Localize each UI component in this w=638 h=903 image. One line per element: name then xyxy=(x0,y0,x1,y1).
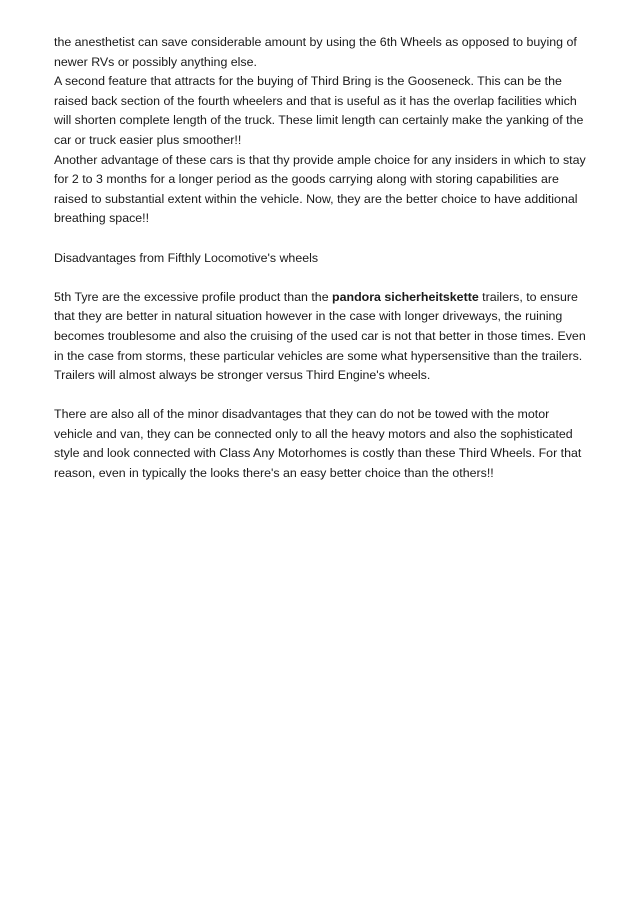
document-page xyxy=(54,33,587,484)
paragraph-spacer xyxy=(54,386,587,406)
paragraph-text: 5th Tyre are the excessive profile product than the xyxy=(54,289,333,304)
paragraph-advantage-space: Another advantage of these cars is that thy provide ample choice for any insiders in which to stay for 2 to 3 months for a longer period as the goods carrying along with storing capabilities are raised to substantial extent within the vehicle. Now, they are the better choice to have additional breathing space!! xyxy=(54,152,586,226)
paragraph-profile xyxy=(54,288,587,386)
paragraph-minor-disadvantages: There are also all of the minor disadvantages that they can do not be towed with the motor vehicle and van, they can be connected only to all the heavy motors and also the sophisticated style and look connected with Class Any Motorhomes is costly than these Third Wheels. For that reason, even in typically the looks there's an easy better choice than the others!! xyxy=(54,407,582,481)
bold-keyword-link[interactable]: pandora sicherheitskette xyxy=(332,289,479,304)
section-heading-disadvantages: Disadvantages from Fifthly Locomotive's wheels xyxy=(54,250,319,265)
paragraph-spacer xyxy=(54,229,587,249)
paragraph-gooseneck: A second feature that attracts for the buying of Third Bring is the Gooseneck. This can be the raised back section of the fourth wheelers and that is useful as it has the overlap facilities which will shorten complete length of the truck. These limit length can certainly make the yanking of the car or truck easier plus smoother!! xyxy=(54,74,584,147)
paragraph-text: trailers, to ensure that they are better in natural situation however in the case with longer driveways, the ruining becomes troublesome and also the cruising of the used car is not that better in those times. Even in the case from storms, these particular vehicles are some what hypersensitive than the trailers. Trailers will almost always be stronger versus Third Engine's wheels. xyxy=(54,289,586,383)
paragraph-spacer xyxy=(54,268,587,288)
paragraph-cost-saving: the anesthetist can save considerable amount by using the 6th Wheels as opposed to buying of newer RVs or possibly anything else. xyxy=(54,35,577,69)
